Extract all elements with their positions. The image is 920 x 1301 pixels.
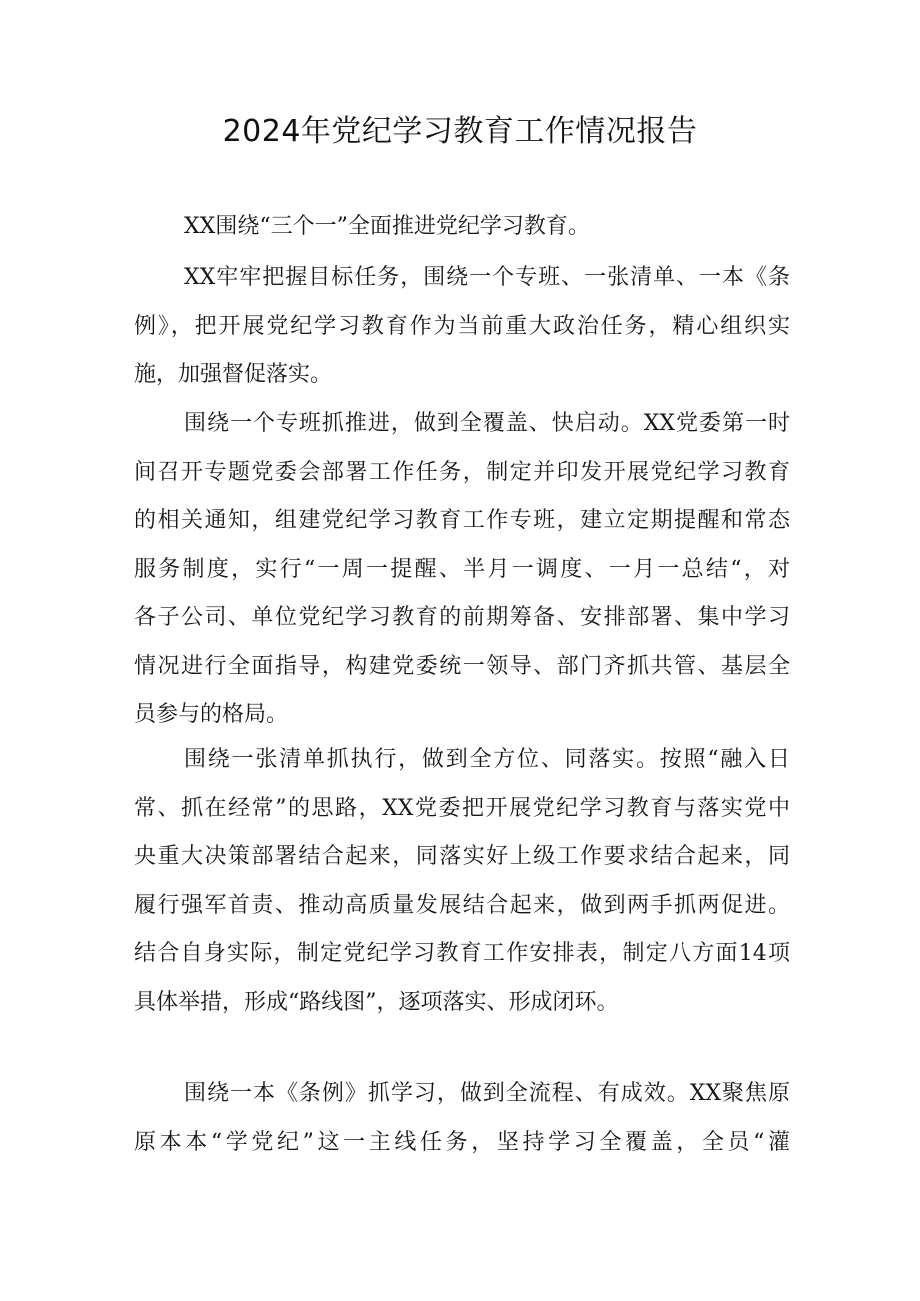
paragraph-5	[134, 1070, 790, 1167]
paragraph-line: 履行强军首责、推动高质量发展结合起来，做到两手抓两促进。	[134, 892, 790, 918]
paragraph-4	[134, 736, 790, 1027]
paragraph-line: 服务制度，实行“一周一提醒、半月一调度、一月一总结“，对	[134, 556, 790, 582]
paragraph-line: 员参与的格局。	[134, 702, 289, 727]
paragraph-line: XX牢牢把握目标任务，围绕一个专班、一张清单、一本《条	[184, 265, 790, 290]
paragraph-line: 常、抓在经常”的思路，XX党委把开展党纪学习教育与落实党中	[134, 795, 790, 821]
paragraph-line: XX围绕“三个一”全面推进党纪学习教育。	[184, 214, 590, 239]
paragraph-line: 施，加强督促落实。	[134, 362, 333, 387]
paragraph-line: 具体举措，形成“路线图”，逐项落实、形成闭环。	[134, 989, 619, 1015]
paragraph-line: 围绕一本《条例》抓学习，做到全流程、有成效。XX聚焦原	[184, 1081, 790, 1106]
paragraph-2	[134, 254, 790, 400]
paragraph-line: 结合自身实际，制定党纪学习教育工作安排表，制定八方面14项	[134, 941, 790, 966]
paragraph-line: 央重大决策部署结合起来，同落实好上级工作要求结合起来，同	[134, 844, 790, 869]
paragraph-line: 围绕一个专班抓推进，做到全覆盖、快启动。XX党委第一时	[184, 411, 790, 436]
paragraph-line: 原本本“学党纪”这一主线任务，坚持学习全覆盖，全员“灌	[134, 1129, 790, 1155]
paragraph-line: 间召开专题党委会部署工作任务，制定并印发开展党纪学习教育	[134, 459, 790, 485]
paragraph-line: 的相关通知，组建党纪学习教育工作专班，建立定期提醒和常态	[134, 508, 790, 533]
document-title: 2024年党纪学习教育工作情况报告	[222, 114, 698, 149]
paragraph-line: 围绕一张清单抓执行，做到全方位、同落实。按照“融入日	[184, 747, 790, 772]
paragraph-1	[134, 203, 790, 252]
paragraph-line: 例》，把开展党纪学习教育作为当前重大政治任务，精心组织实	[134, 313, 790, 339]
paragraph-line: 各子公司、单位党纪学习教育的前期筹备、安排部署、集中学习	[134, 605, 790, 630]
paragraph-line: 情况进行全面指导，构建党委统一领导、部门齐抓共管、基层全	[134, 653, 790, 679]
paragraph-3	[134, 400, 790, 740]
